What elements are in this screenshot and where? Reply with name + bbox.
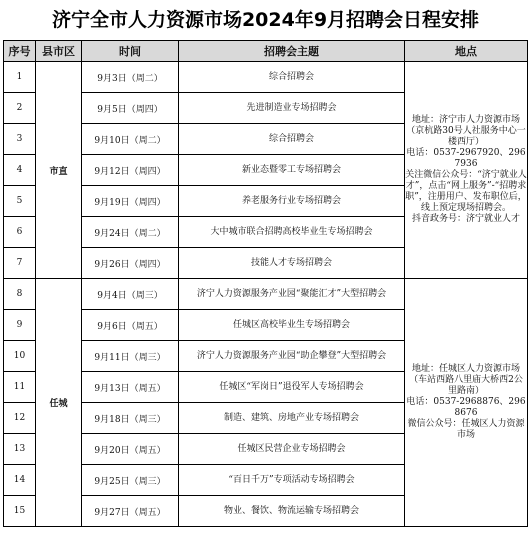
row-number: 3 (4, 124, 36, 155)
location-cell (405, 62, 528, 279)
row-number: 13 (4, 434, 36, 465)
date-cell: 9月25日（周三） (82, 465, 179, 496)
row-number: 9 (4, 310, 36, 341)
date-cell: 9月19日（周四） (82, 186, 179, 217)
row-number: 2 (4, 93, 36, 124)
theme-cell: 综合招聘会 (179, 124, 405, 155)
row-number: 5 (4, 186, 36, 217)
date-cell: 9月13日（周五） (82, 372, 179, 403)
date-cell: 9月6日（周五） (82, 310, 179, 341)
row-number: 8 (4, 279, 36, 310)
location-line: 关注微信公众号：“济宁就业人才”，点击“网上服务”-“招聘求职”，注册用户、发布职位后，线上预定现场招聘会。 (405, 170, 527, 213)
header-location: 地点 (405, 41, 528, 62)
header-theme: 招聘会主题 (179, 41, 405, 62)
theme-cell: 物业、餐饮、物流运输专场招聘会 (179, 496, 405, 527)
theme-cell: 制造、建筑、房地产业专场招聘会 (179, 403, 405, 434)
row-number: 14 (4, 465, 36, 496)
location-cell (405, 279, 528, 527)
row-number: 6 (4, 217, 36, 248)
row-number: 12 (4, 403, 36, 434)
date-cell: 9月5日（周四） (82, 93, 179, 124)
area-cell: 任城 (36, 279, 82, 527)
theme-cell: 新业态暨零工专场招聘会 (179, 155, 405, 186)
theme-cell: 任城区民营企业专场招聘会 (179, 434, 405, 465)
theme-cell: 任城区高校毕业生专场招聘会 (179, 310, 405, 341)
date-cell: 9月20日（周五） (82, 434, 179, 465)
date-cell: 9月18日（周三） (82, 403, 179, 434)
theme-cell: 济宁人力资源服务产业园“助企攀登”大型招聘会 (179, 341, 405, 372)
theme-cell: 技能人才专场招聘会 (179, 248, 405, 279)
location-line: 电话：0537-2967920、2967936 (406, 148, 526, 169)
location-line: 地址：任城区人力资源市场（车站西路八里庙大桥西2公里路南） (409, 364, 523, 396)
row-number: 1 (4, 62, 36, 93)
header-time: 时间 (82, 41, 179, 62)
location-line: 地址：济宁市人力资源市场（京杭路30号人社服务中心一楼西厅） (406, 115, 526, 147)
theme-cell: 综合招聘会 (179, 62, 405, 93)
date-cell: 9月10日（周二） (82, 124, 179, 155)
schedule-table (3, 40, 528, 527)
row-number: 11 (4, 372, 36, 403)
location-line: 抖音政务号：济宁就业人才 (411, 214, 520, 224)
theme-cell: 济宁人力资源服务产业园“聚能汇才”大型招聘会 (179, 279, 405, 310)
date-cell: 9月27日（周五） (82, 496, 179, 527)
date-cell: 9月24日（周二） (82, 217, 179, 248)
row-number: 15 (4, 496, 36, 527)
row-number: 7 (4, 248, 36, 279)
location-line: 电话：0537-2968876、2968676 (406, 397, 526, 418)
theme-cell: 养老服务行业专场招聘会 (179, 186, 405, 217)
header-row (4, 41, 528, 62)
page-title: 济宁全市人力资源市场2024年9月招聘会日程安排 (51, 9, 480, 31)
location-line: 微信公众号：任城区人力资源市场 (407, 419, 525, 440)
table-row (4, 62, 528, 93)
row-number: 10 (4, 341, 36, 372)
schedule-body (4, 62, 528, 527)
area-cell: 市直 (36, 62, 82, 279)
theme-cell: “百日千万”专项活动专场招聘会 (179, 465, 405, 496)
header-area: 县市区 (36, 41, 82, 62)
date-cell: 9月12日（周四） (82, 155, 179, 186)
theme-cell: 任城区“军岗日”退役军人专场招聘会 (179, 372, 405, 403)
date-cell: 9月4日（周三） (82, 279, 179, 310)
row-number: 4 (4, 155, 36, 186)
header-no: 序号 (4, 41, 36, 62)
date-cell: 9月11日（周三） (82, 341, 179, 372)
date-cell: 9月26日（周四） (82, 248, 179, 279)
theme-cell: 先进制造业专场招聘会 (179, 93, 405, 124)
date-cell: 9月3日（周二） (82, 62, 179, 93)
theme-cell: 大中城市联合招聘高校毕业生专场招聘会 (179, 217, 405, 248)
table-row (4, 279, 528, 310)
